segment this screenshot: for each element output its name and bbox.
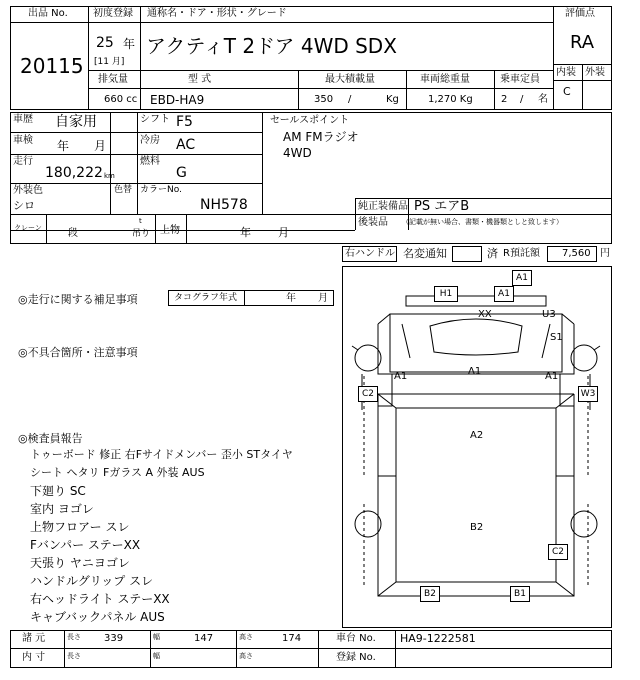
history-label: 車歴: [13, 114, 33, 125]
crane-ton: t: [139, 217, 142, 225]
sales-point-1: AM FMラジオ: [283, 130, 359, 144]
max-load-separator: /: [348, 94, 352, 105]
report-line-1: トゥーボード 修正 右Fサイドメンバー 歪小 STタイヤ: [30, 448, 293, 461]
interior-label: 内装: [556, 67, 576, 78]
name-change-label: 名変通知: [403, 247, 447, 260]
color-label: 外装色: [13, 185, 43, 196]
report-line-7: 天張り ヤニヨゴレ: [30, 556, 130, 570]
aftermarket-label: 後装品: [358, 217, 388, 228]
exterior-label: 外装: [585, 67, 605, 78]
mark-xx: XX: [478, 309, 492, 320]
displacement-value: 660 cc: [104, 94, 138, 105]
mark-a1-right: A1: [545, 371, 559, 382]
aftermarket-note: （記載が無い場合、書類・機器類としと致します）: [402, 218, 563, 226]
report-line-3: 下廻り SC: [30, 484, 86, 498]
ac-label: 冷房: [140, 135, 160, 146]
length-value: 339: [104, 633, 124, 644]
report-line-2: シート ヘタリ Fガラス A 外装 AUS: [30, 466, 205, 479]
factory-equipment-label: 純正装備品: [358, 201, 408, 212]
reg-year: 25: [96, 35, 114, 51]
crane-stage: 段: [68, 228, 78, 239]
sales-point-2: 4WD: [283, 146, 312, 160]
mark-b2-bed: B2: [470, 522, 484, 533]
footer-box: [10, 630, 612, 668]
model-header-label: 通称名・ドア・形状・グレード: [147, 8, 287, 19]
reg-month: [11 月]: [94, 57, 125, 67]
inner-width-label: 幅: [153, 652, 160, 660]
defect-notes-label: ◎不具合箇所・注意事項: [18, 346, 138, 359]
mileage-value: 180,222: [45, 165, 103, 181]
shift-value: F5: [176, 114, 193, 130]
first-registration-label: 初度登録: [93, 8, 133, 19]
mark-u3: U3: [542, 309, 556, 320]
displacement-label: 排気量: [98, 74, 128, 85]
crane-label: クレーン: [14, 224, 42, 232]
lot-number: 20115: [20, 54, 84, 78]
mark-a1-bumper: A1: [494, 286, 514, 302]
name-change-box: [452, 246, 482, 262]
mark-a2: A2: [470, 430, 484, 441]
tacho-year: 年: [286, 293, 296, 304]
recycle-fee-label: R預託額: [503, 248, 540, 259]
reg-year-unit: 年: [123, 37, 136, 51]
capacity-label: 乗車定員: [500, 74, 540, 85]
history-value: 自家用: [55, 114, 97, 130]
interior-grade: C: [563, 85, 571, 98]
height-label: 高さ: [239, 633, 253, 641]
capacity-separator: /: [520, 94, 524, 105]
model-name: アクティT 2ドア 4WD SDX: [146, 34, 397, 58]
inner-dims-label: 内 寸: [22, 652, 46, 663]
color-code-label: カラーNo.: [140, 185, 182, 195]
upper-label: 上物: [160, 225, 180, 236]
shift-label: シフト: [140, 114, 170, 125]
report-line-4: 室内 ヨゴレ: [30, 502, 94, 516]
length-label: 長さ: [67, 633, 81, 641]
inner-height-label: 高さ: [239, 652, 253, 660]
type-label: 型 式: [188, 74, 212, 85]
type-value: EBD-HA9: [150, 93, 205, 107]
gross-weight-value: 1,270 Kg: [428, 94, 473, 105]
mark-s1: S1: [550, 332, 563, 343]
ac-value: AC: [176, 137, 196, 153]
inspection-month: 月: [94, 139, 107, 153]
vehicle-diagram-drawing: [342, 266, 612, 628]
mark-c2-right: C2: [548, 544, 568, 560]
sales-point-label: セールスポイント: [270, 115, 350, 126]
lot-label: 出品 No.: [28, 8, 68, 19]
tacho-month: 月: [318, 293, 328, 304]
capacity-value: 2: [501, 94, 508, 105]
color-value: シロ: [13, 199, 35, 212]
max-load-value: 350: [314, 94, 334, 105]
overall-grade: RA: [570, 32, 595, 53]
inspection-year: 年: [57, 139, 70, 153]
upper-month: 月: [278, 226, 289, 239]
mark-b1: B1: [510, 586, 530, 602]
fuel-label: 燃料: [140, 156, 160, 167]
upper-year: 年: [240, 226, 251, 239]
mark-h1: H1: [434, 286, 458, 302]
drive-notes-label: ◎走行に関する補足事項: [18, 293, 138, 306]
chassis-value: HA9-1222581: [400, 632, 476, 645]
mark-c2-left: C2: [358, 386, 378, 402]
recycle-fee-unit: 円: [600, 248, 610, 259]
registration-label: 登録 No.: [336, 652, 376, 663]
tacho-label: タコグラフ年式: [174, 293, 238, 303]
recycle-fee-value: 7,560: [562, 248, 591, 259]
report-line-8: ハンドルグリップ スレ: [30, 574, 154, 588]
factory-equipment-value: PS エアB: [414, 199, 470, 214]
fuel-value: G: [176, 165, 187, 181]
color-change-label: 色替: [114, 185, 133, 195]
mark-a1-top: A1: [512, 270, 532, 286]
mark-w3: W3: [578, 386, 598, 402]
inspector-report-label: ◎検査員報告: [18, 432, 83, 445]
capacity-unit: 名: [538, 94, 548, 105]
color-code-value: NH578: [200, 197, 248, 213]
report-line-6: Fバンパー ステーXX: [30, 538, 141, 552]
inner-length-label: 長さ: [67, 652, 81, 660]
crane-hang: 吊り: [132, 229, 151, 239]
width-value: 147: [194, 633, 214, 644]
chassis-label: 車台 No.: [336, 633, 376, 644]
recycle-done-label: 済: [487, 247, 498, 260]
height-value: 174: [282, 633, 302, 644]
mileage-unit: km: [104, 172, 115, 180]
report-line-5: 上物フロアー スレ: [30, 520, 130, 534]
report-line-9: 右ヘッドライト ステーXX: [30, 592, 170, 606]
report-line-10: キャブバックパネル AUS: [30, 610, 165, 624]
grade-label: 評価点: [565, 8, 595, 19]
steering-value: 右ハンドル: [345, 248, 395, 259]
mark-b2-bottom: B2: [420, 586, 440, 602]
mileage-label: 走行: [13, 156, 33, 167]
mark-a1-left: A1: [394, 371, 408, 382]
width-label: 幅: [153, 633, 160, 641]
max-load-label: 最大積載量: [325, 74, 375, 85]
gross-weight-label: 車両総重量: [420, 74, 470, 85]
mark-a1-center: A1: [468, 366, 482, 377]
max-load-unit: Kg: [386, 94, 399, 105]
dims-label: 諸 元: [22, 633, 46, 644]
inspection-label: 車検: [13, 135, 33, 146]
